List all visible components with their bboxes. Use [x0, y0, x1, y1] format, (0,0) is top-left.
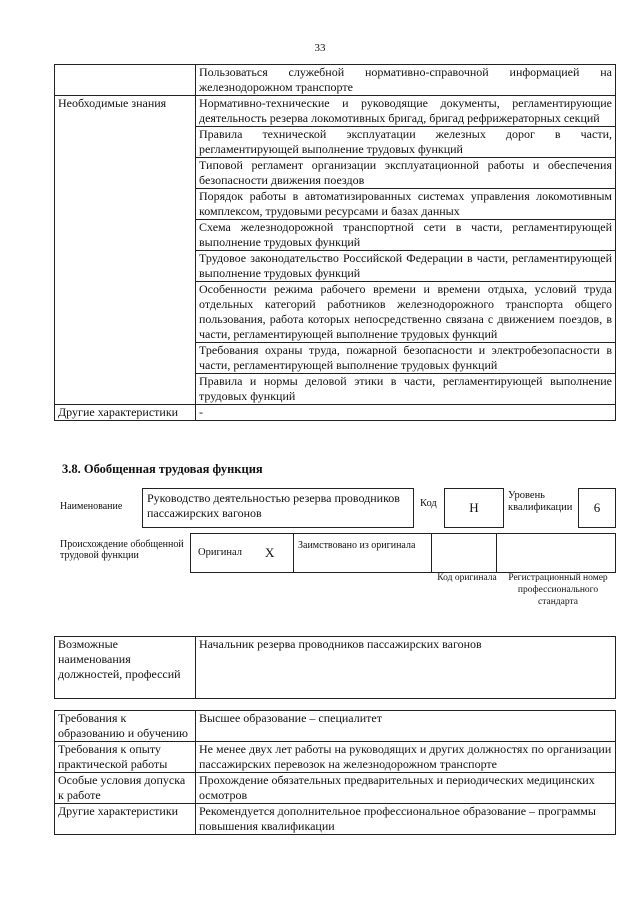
original-mark: X — [265, 545, 275, 560]
knowledge-item: Схема железнодорожной транспортной сети в части, регламентирующей выполнение трудовых функций — [196, 220, 616, 251]
knowledge-table — [54, 64, 616, 421]
section-title: 3.8. Обобщенная трудовая функция — [62, 462, 263, 476]
original-label: Оригинал — [198, 547, 242, 558]
positions-table — [54, 636, 616, 699]
table-row — [55, 127, 616, 158]
requirement-value: Высшее образование – специалитет — [196, 711, 616, 742]
table-row — [55, 804, 616, 835]
positions-label: Возможные наименования должностей, профессий — [55, 637, 196, 699]
reg-legend: Регистрационный номер профессионального стандарта — [508, 573, 608, 607]
code-value: H — [444, 488, 504, 528]
page-number: 33 — [314, 42, 326, 54]
table-row — [55, 343, 616, 374]
origin-caption: Происхождение обобщенной трудовой функции — [60, 539, 184, 561]
function-header — [60, 488, 616, 528]
table-row — [55, 96, 616, 127]
knowledge-item: Порядок работы в автоматизированных системах управления локомотивным комплексом, трудовыми ресурсами и базах данных — [196, 189, 616, 220]
table-row — [55, 65, 616, 96]
table-row — [55, 773, 616, 804]
table-row — [55, 158, 616, 189]
requirements-table — [54, 710, 616, 835]
positions-value: Начальник резерва проводников пассажирских вагонов — [196, 637, 616, 699]
knowledge-item: Требования охраны труда, пожарной безопасности и электробезопасности в части, регламентирующей выполнение трудовых функций — [196, 343, 616, 374]
row-label — [55, 65, 196, 96]
table-row — [55, 189, 616, 220]
reg-number-cell — [496, 533, 616, 573]
name-value: Руководство деятельностью резерва проводников пассажирских вагонов — [142, 488, 414, 528]
row-value: Пользоваться служебной нормативно-справочной информацией на железнодорожном транспорте — [196, 65, 616, 96]
table-row — [55, 374, 616, 405]
code-original-cell — [431, 533, 497, 573]
original-cell — [190, 533, 294, 573]
knowledge-item: Особенности режима рабочего времени и времени отдыха, условий труда отдельных категорий работников железнодорожного транспорта общего пользования, работа которых непосредственно связана с движением поездов, в части, регламентирующей выполнение трудовых функций — [196, 282, 616, 343]
requirement-value: Прохождение обязательных предварительных и периодических медицинских осмотров — [196, 773, 616, 804]
knowledge-item: Типовой регламент организации эксплуатационной работы и обеспечения безопасности движения поездов — [196, 158, 616, 189]
table-row — [55, 251, 616, 282]
requirement-label: Требования к образованию и обучению — [55, 711, 196, 742]
code-caption: Код — [420, 498, 437, 509]
table-row — [55, 282, 616, 343]
requirement-value: Рекомендуется дополнительное профессиональное образование – программы повышения квалификации — [196, 804, 616, 835]
table-row — [55, 405, 616, 421]
other-label: Другие характеристики — [55, 405, 196, 421]
table-row — [55, 220, 616, 251]
knowledge-item: Нормативно-технические и руководящие документы, регламентирующие деятельность резерва локомотивных бригад, бригад рефрижераторных секций — [196, 96, 616, 127]
requirement-label: Особые условия допуска к работе — [55, 773, 196, 804]
table-row — [55, 711, 616, 742]
table-row — [55, 637, 616, 699]
name-caption: Наименование — [60, 501, 123, 512]
knowledge-item: Правила технической эксплуатации железных дорог в части, регламентирующей выполнение трудовых функций — [196, 127, 616, 158]
code-legend: Код оригинала — [437, 573, 497, 583]
borrowed-cell: Заимствовано из оригинала — [293, 533, 432, 573]
knowledge-item: Трудовое законодательство Российской Федерации в части, регламентирующей выполнение трудовых функций — [196, 251, 616, 282]
knowledge-label: Необходимые знания — [55, 96, 196, 127]
other-value: - — [196, 405, 616, 421]
requirement-label: Требования к опыту практической работы — [55, 742, 196, 773]
requirement-label: Другие характеристики — [55, 804, 196, 835]
knowledge-item: Правила и нормы деловой этики в части, регламентирующей выполнение трудовых функций — [196, 374, 616, 405]
requirement-value: Не менее двух лет работы на руководящих и других должностях по организации пассажирских перевозок на железнодорожном транспорте — [196, 742, 616, 773]
level-value: 6 — [578, 488, 616, 528]
table-row — [55, 742, 616, 773]
origin-row — [60, 533, 616, 573]
level-caption: Уровень квалификации — [508, 490, 573, 513]
